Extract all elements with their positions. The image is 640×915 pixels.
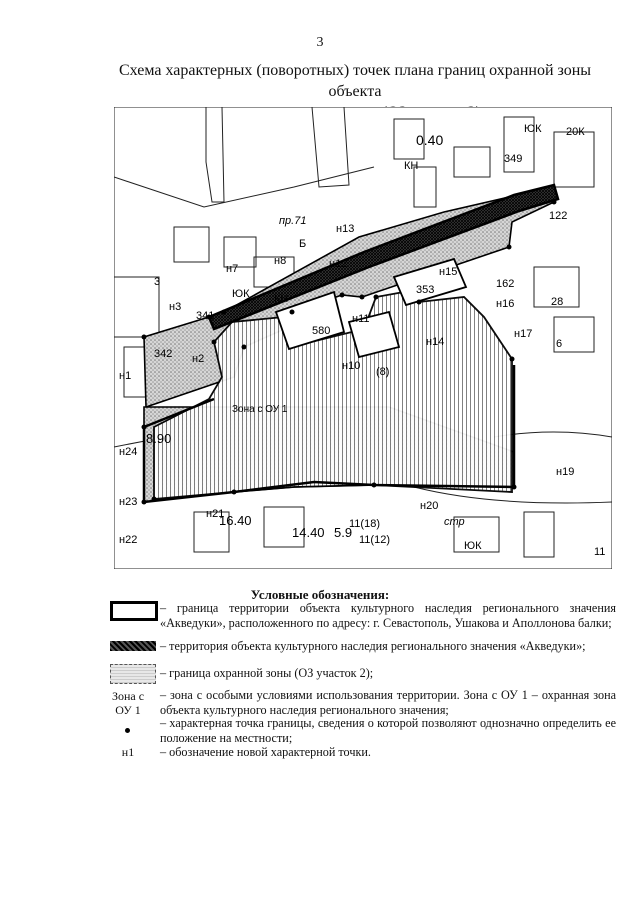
map-label-point: н17 <box>514 328 533 340</box>
map-label-number: 8.90 <box>146 431 172 446</box>
point-marker <box>507 245 512 250</box>
legend-text-special-zone: – зона с особыми условиями использования территории. Зона с ОУ 1 – охранная зона объекта культурного наследия регионального значения; <box>160 688 616 717</box>
map-label-code: Б <box>299 238 307 250</box>
map-label-point: н23 <box>119 496 138 508</box>
legend-symbol-aqueduct-boundary <box>110 601 158 621</box>
map-label-point: н14 <box>426 336 445 348</box>
cadastral-map <box>114 107 612 569</box>
map-label-point: н12 <box>329 258 348 270</box>
map-label-number: 20К <box>566 126 585 138</box>
map-label-number: 341 <box>196 310 215 322</box>
point-marker <box>512 485 517 490</box>
legend-zone-code: Зона с ОУ 1 <box>111 689 145 717</box>
point-marker <box>417 300 422 305</box>
map-label-number: 349 <box>504 153 523 165</box>
map-label-point: н2 <box>192 353 205 365</box>
map-label-code: КН <box>274 293 289 305</box>
map-label-point: н22 <box>119 534 138 546</box>
point-marker <box>360 295 365 300</box>
map-label-number: 28 <box>551 296 564 308</box>
point-marker <box>340 293 345 298</box>
map-label-number: 580 <box>312 325 331 337</box>
map-label-number: 122 <box>549 210 568 222</box>
point-marker <box>242 345 247 350</box>
map-label-point: н20 <box>420 500 439 512</box>
point-marker <box>152 497 157 502</box>
map-label-number: 16.40 <box>219 513 252 528</box>
legend-symbol-point <box>125 728 130 733</box>
map-label-point: н13 <box>336 223 355 235</box>
map-label-number: (8) <box>376 366 390 378</box>
map-label-code: ЮК <box>464 540 482 552</box>
legend-text-aqueduct-territory: – территория объекта культурного наследия регионального значения «Акведуки»; <box>160 639 586 653</box>
legend-text-aqueduct-boundary: – граница территории объекта культурного наследия регионального значения «Акведуки», расположенного по адресу: г. Севастополь, Ушакова и Аполлонова балки; <box>160 601 616 630</box>
point-marker <box>552 200 557 205</box>
map-label-number: 11 <box>594 546 606 558</box>
point-marker <box>232 490 237 495</box>
map-label-number: 5.9 <box>334 525 353 540</box>
point-marker <box>142 425 147 430</box>
point-marker <box>510 357 515 362</box>
legend-symbol-aqueduct-territory <box>110 641 156 651</box>
map-label-code: пр.71 <box>279 215 307 227</box>
map-label-number: 11(12) <box>359 534 390 546</box>
map-label-point: н3 <box>169 301 182 313</box>
map-label-number: 14.40 <box>292 525 325 540</box>
map-label-number: 0.40 <box>416 132 444 148</box>
map-label-point: н24 <box>119 446 138 458</box>
legend-heading: Условные обозначения: <box>250 587 390 602</box>
map-label-code: КН <box>404 160 419 172</box>
legend-point-code: н1 <box>121 745 135 759</box>
map-label-code: ЮК <box>232 288 250 300</box>
map-label-point: н10 <box>342 360 361 372</box>
point-marker <box>290 310 295 315</box>
title-line-1: Схема характерных (поворотных) точек плана границ охранной зоны объекта <box>118 62 592 100</box>
legend-symbol-protection-zone <box>110 664 156 684</box>
legend-text-point: – характерная точка границы, сведения о которой позволяют однозначно определить ее положение на местности; <box>160 716 616 745</box>
map-label-code: ЮК <box>524 123 542 135</box>
point-marker <box>374 295 379 300</box>
legend-text-protection-zone: – граница охранной зоны (ОЗ участок 2); <box>160 666 374 680</box>
map-label-number: 162 <box>496 278 515 290</box>
map-label-code: стр <box>444 516 465 528</box>
map-label-point: н21 <box>206 508 225 520</box>
map-label-code: Зона с ОУ 1 <box>232 404 288 415</box>
point-marker <box>212 340 217 345</box>
map-label-number: 3 <box>154 276 161 288</box>
map-label-number: 11(18) <box>349 518 380 530</box>
map-label-point: н11 <box>352 313 370 325</box>
map-label-point: н8 <box>274 255 287 267</box>
map-label-number: 353 <box>416 284 435 296</box>
point-marker <box>142 335 147 340</box>
map-label-point: н16 <box>496 298 515 310</box>
map-label-number: 342 <box>154 348 173 360</box>
map-label-point: н7 <box>226 263 239 275</box>
map-label-point: н19 <box>556 466 575 478</box>
point-marker <box>222 310 227 315</box>
point-marker <box>142 500 147 505</box>
map-label-point: н1 <box>119 370 132 382</box>
point-marker <box>372 483 377 488</box>
map-label-point: н15 <box>439 266 458 278</box>
map-label-number: 6 <box>556 338 563 350</box>
page-number: 3 <box>316 35 324 50</box>
legend-text-new-point: – обозначение новой характерной точки. <box>160 745 371 759</box>
